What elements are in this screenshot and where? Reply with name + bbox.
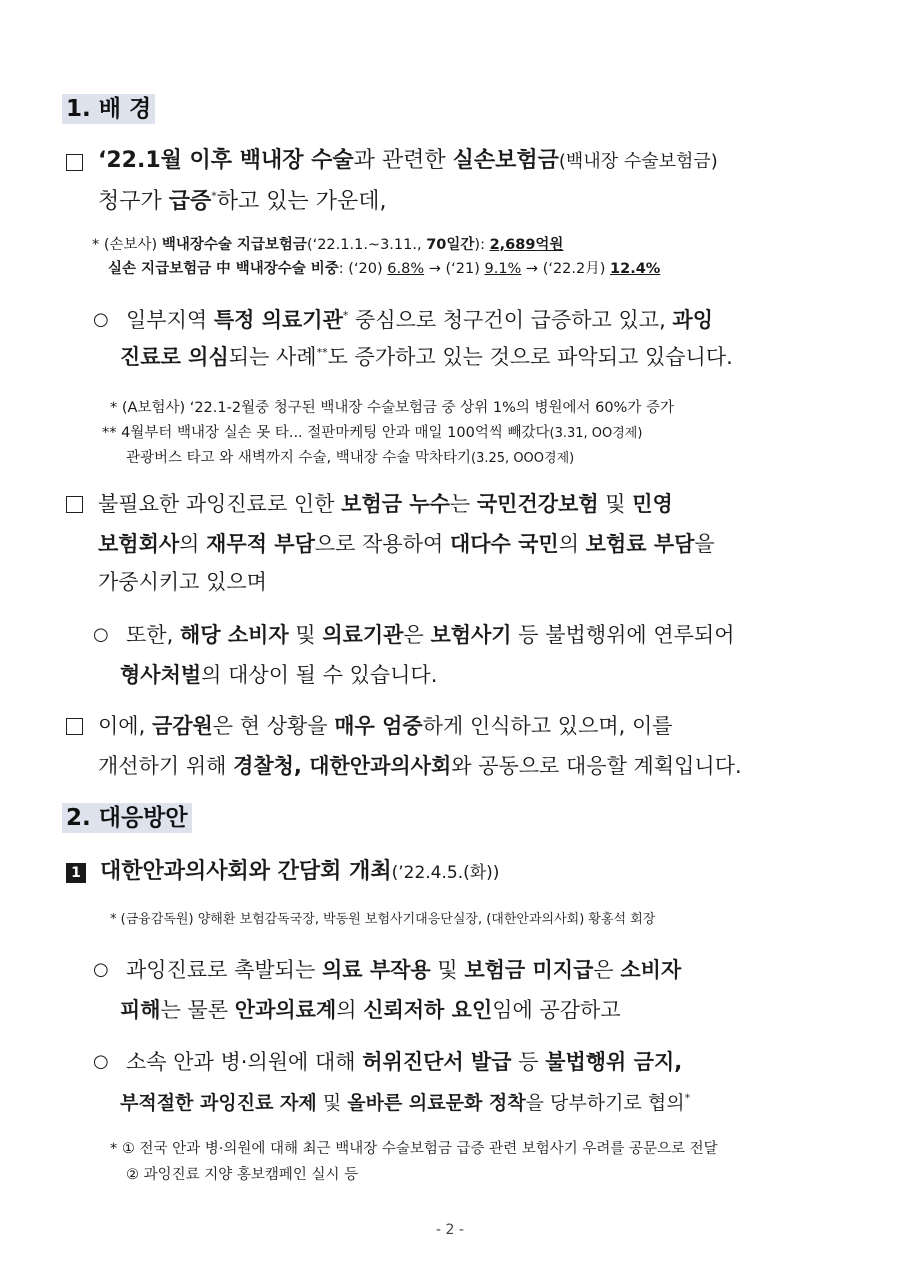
- text: ② 과잉진료 지양 홍보캠페인 실시 등: [126, 1167, 359, 1183]
- text: 되는 사례: [228, 345, 317, 369]
- bold-text: 의료 부작용: [321, 958, 431, 982]
- circle-bullet-icon: ○: [93, 1051, 109, 1072]
- bold-text: 의료기관: [322, 623, 404, 647]
- bold-text: 부적절한 과잉진료 자제: [120, 1092, 317, 1114]
- note-line: [110, 1138, 718, 1160]
- bold-text: 신뢰저하 요인: [363, 998, 493, 1022]
- text: 은: [593, 958, 621, 982]
- text: 이에,: [98, 714, 152, 738]
- text: → (‘22.2月): [521, 261, 611, 277]
- paragraph-line: [98, 567, 267, 597]
- paragraph-line: [120, 342, 733, 372]
- text: 과잉진료로 촉발되는: [126, 958, 322, 982]
- text: 의: [336, 998, 364, 1022]
- underlined-text: 9.1%: [484, 261, 522, 277]
- bold-text: 과잉: [672, 308, 713, 332]
- paragraph-line: [98, 146, 718, 177]
- paragraph-line: [126, 620, 735, 650]
- text: 및: [598, 492, 633, 516]
- paragraph-line: [126, 305, 713, 335]
- text: 과 관련한: [353, 148, 453, 173]
- bold-text: 안과의료계: [234, 998, 337, 1022]
- bold-text: 실손 지급보험금 中 백내장수술 비중: [108, 261, 339, 277]
- circle-bullet-icon: ○: [93, 959, 109, 980]
- text: 을: [694, 532, 715, 556]
- text: 을 당부하기로 협의: [525, 1092, 685, 1114]
- text: 는: [449, 492, 477, 516]
- bold-text: ‘22.1월 이후 백내장 수술: [98, 148, 354, 173]
- text: 중심으로 청구건이 급증하고 있고,: [348, 308, 673, 332]
- note-line: [92, 234, 563, 256]
- bold-text: 올바른 의료문화 정착: [347, 1092, 526, 1114]
- text: * (금융감독원) 양해환 보험감독국장, 박동원 보험사기대응단실장, (대한안과의사회) 황홍석 회장: [110, 912, 656, 927]
- text: 하게 인식하고 있으며, 이를: [422, 714, 673, 738]
- item-title: [100, 857, 499, 888]
- text: 및: [316, 1092, 348, 1114]
- bold-text: 백내장수술 지급보험금: [161, 237, 307, 253]
- bold-text: 보험회사: [98, 532, 180, 556]
- paragraph-line: [120, 1088, 690, 1118]
- text: 임에 공감하고: [492, 998, 621, 1022]
- bold-text: 보험금 미지급: [464, 958, 594, 982]
- text: 도 증가하고 있는 것으로 파악되고 있습니다.: [327, 345, 733, 369]
- paragraph-line: [98, 711, 673, 741]
- section-title: 2. 대응방안: [66, 805, 188, 831]
- text: 및: [430, 958, 465, 982]
- text: 등: [511, 1050, 546, 1074]
- text: 관광버스 타고 와 새벽까지 수술, 백내장 수술 막차타기: [126, 450, 472, 466]
- text: 의 대상이 될 수 있습니다.: [201, 663, 438, 687]
- text: → (‘21): [424, 261, 485, 277]
- paragraph-line: [98, 529, 715, 559]
- paragraph-line: [98, 489, 673, 519]
- bold-underlined-text: 12.4%: [610, 261, 661, 277]
- bold-text: 보험료 부담: [585, 532, 695, 556]
- bold-text: 대다수 국민: [449, 532, 559, 556]
- paragraph-line: [120, 995, 621, 1025]
- text: 은 현 상황을: [212, 714, 335, 738]
- text: * (A보험사) ‘22.1-2월중 청구된 백내장 수술보험금 중 상위 1%의 병원에서 60%가 증가: [110, 400, 674, 416]
- section-title-background: [62, 94, 155, 124]
- bold-text: 매우 엄중: [334, 714, 423, 738]
- paragraph-line: [98, 751, 742, 781]
- text: 및: [288, 623, 323, 647]
- page-number: - 2 -: [436, 1222, 464, 1238]
- square-bullet-icon: [66, 496, 83, 513]
- note-line: [102, 422, 642, 445]
- note-line: [110, 909, 655, 931]
- text: 또한,: [126, 623, 180, 647]
- text: : (‘20): [338, 261, 388, 277]
- bold-text: 국민건강보험: [476, 492, 599, 516]
- text: 불필요한 과잉진료로 인한: [98, 492, 342, 516]
- bold-text: 대한안과의사회와 간담회 개최: [100, 859, 392, 884]
- text: 하고 있는 가운데,: [216, 189, 387, 214]
- text: 는 물론: [160, 998, 235, 1022]
- bold-text: 보험사기: [430, 623, 512, 647]
- bold-text: 70일간: [426, 237, 475, 253]
- bold-text: 진료로 의심: [120, 345, 229, 369]
- text: ):: [474, 237, 490, 253]
- bold-text: 형사처벌: [120, 663, 202, 687]
- text: ** 4월부터 백내장 실손 못 타... 절판마케팅 안과 매일 100억씩 빼갔다: [102, 425, 550, 441]
- text: 으로 작용하여: [314, 532, 450, 556]
- circle-bullet-icon: ○: [93, 624, 109, 645]
- bold-text: 허위진단서 발급: [362, 1050, 512, 1074]
- note-line: [110, 397, 674, 419]
- circle-bullet-icon: ○: [93, 309, 109, 330]
- bold-text: 소비자: [620, 958, 682, 982]
- bold-text: 경찰청, 대한안과의사회: [233, 754, 452, 778]
- text: 와 공동으로 대응할 계획입니다.: [451, 754, 742, 778]
- note-line: [108, 258, 660, 280]
- underlined-text: 6.8%: [387, 261, 425, 277]
- footnote-mark: *: [342, 309, 349, 322]
- section-title-background: [62, 803, 192, 833]
- bold-text: 재무적 부담: [206, 532, 315, 556]
- bold-text: 급증: [168, 189, 212, 214]
- bold-text: 특정 의료기관: [213, 308, 343, 332]
- text: 일부지역: [126, 308, 214, 332]
- text: (‘22.1.1.~3.11.,: [306, 237, 427, 253]
- bold-underlined-text: 2,689억원: [489, 237, 564, 253]
- text: 개선하기 위해: [98, 754, 234, 778]
- text: * (손보사): [92, 237, 162, 253]
- bold-text: 실손보험금: [452, 148, 559, 173]
- text: 소속 안과 병·의원에 대해: [126, 1050, 363, 1074]
- bold-text: 보험금 누수: [341, 492, 450, 516]
- paragraph-line: [98, 187, 387, 217]
- text: 청구가: [98, 189, 169, 214]
- text: 의: [179, 532, 207, 556]
- text: * ① 전국 안과 병·의원에 대해 최근 백내장 수술보험금 급증 관련 보험사기 우려를 공문으로 전달: [110, 1141, 718, 1157]
- text: 가중시키고 있으며: [98, 570, 267, 594]
- note-line: [126, 447, 574, 470]
- bold-text: 해당 소비자: [179, 623, 289, 647]
- section-title: 1. 배 경: [66, 96, 152, 122]
- source-text: (3.31, OO경제): [549, 426, 643, 441]
- note-line: [126, 1164, 358, 1186]
- numbered-box-icon: 1: [66, 863, 86, 883]
- square-bullet-icon: [66, 718, 83, 735]
- text: (백내장 수술보험금): [558, 151, 718, 172]
- bold-text: 피해: [120, 998, 161, 1022]
- bold-text: 민영: [632, 492, 673, 516]
- paragraph-line: [126, 955, 681, 985]
- source-text: (3.25, OOO경제): [471, 451, 575, 466]
- text: 등 불법행위에 연루되어: [511, 623, 735, 647]
- footnote-mark: *: [684, 1091, 691, 1105]
- text: 은: [403, 623, 431, 647]
- paragraph-line: [126, 1047, 682, 1077]
- footnote-mark: *: [211, 189, 217, 203]
- footnote-mark: **: [316, 346, 328, 359]
- paragraph-line: [120, 660, 437, 690]
- text: 의: [558, 532, 586, 556]
- square-bullet-icon: [66, 154, 83, 171]
- bold-text: 불법행위 금지,: [545, 1050, 683, 1074]
- date-text: (’22.4.5.(화)): [391, 863, 500, 883]
- bold-text: 금감원: [151, 714, 213, 738]
